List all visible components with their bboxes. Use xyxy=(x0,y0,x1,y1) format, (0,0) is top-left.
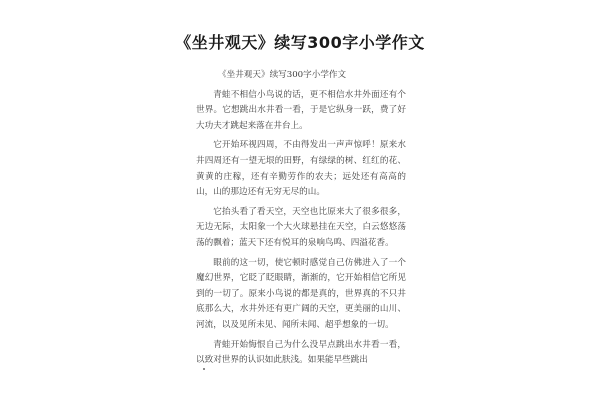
page-title: 《坐井观天》续写300字小学作文 xyxy=(175,33,425,52)
scan-speck xyxy=(203,368,205,370)
article-body xyxy=(196,68,406,373)
article-paragraph: 它开始环视四周，不由得发出一声声惊呼！原来水井四周还有一望无垠的田野，有绿绿的树、红红的花、黄黄的庄稼，还有辛勤劳作的农夫；远处还有高高的山，山的那边还有无穷无尽的山。 xyxy=(196,140,406,198)
article-subtitle: 《坐井观天》续写300字小学作文 xyxy=(218,70,347,80)
article-paragraph: 青蛙不相信小鸟说的话，更不相信水井外面还有个世界。它想跳出水井看一看，于是它纵身一跃，费了好大功夫才跳起来落在井台上。 xyxy=(196,89,406,131)
article-paragraph: 它抬头看了看天空，天空也比原来大了很多很多，无边无际，太阳象一个大火球悬挂在天空，白云悠悠荡荡的飘着；蓝天下还有悦耳的泉响鸟鸣、四溢花香。 xyxy=(196,206,406,248)
article-paragraph: 眼前的这一切，使它顿时感觉自己仿佛进入了一个魔幻世界，它眨了眨眼睛，渐渐的，它开始相信它所见到的一切了。原来小鸟说的都是真的，世界真的不只井底那么大，水井外还有更广阔的天空，更美丽的山川、河流，以及见所未见、闻所未闻、超乎想象的一切。 xyxy=(196,257,406,330)
article-paragraph: 青蛙开始悔恨自己为什么没早点跳出水井看一看，以致对世界的认识如此肤浅。如果能早些跳出 xyxy=(196,339,406,366)
